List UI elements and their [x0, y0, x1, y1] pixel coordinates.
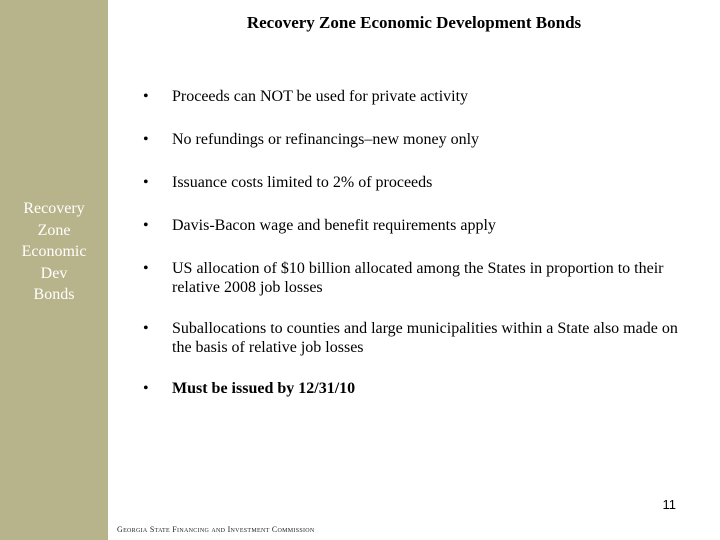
slide-title: Recovery Zone Economic Development Bonds	[246, 13, 582, 32]
bullet-item-davis-bacon	[143, 216, 688, 235]
bullet-icon: •	[143, 320, 149, 337]
bullet-text: Issuance costs limited to 2% of proceeds	[172, 174, 433, 191]
sidebar-title-line: Bonds	[33, 286, 75, 303]
bullet-text: Must be issued by 12/31/10	[172, 380, 356, 397]
bullet-text: Davis-Bacon wage and benefit requirements apply	[172, 217, 496, 234]
bullet-icon: •	[143, 131, 149, 148]
bullet-item-private-activity	[143, 87, 688, 106]
bullet-icon: •	[143, 174, 149, 191]
bullet-text: No refundings or refinancings–new money only	[172, 131, 480, 148]
bullet-text: US allocation of $10 billion allocated among the States in proportion to their relative 2008 job losses	[172, 260, 664, 296]
bullet-item-suballocations	[143, 319, 688, 357]
bullet-text: Proceeds can NOT be used for private activity	[172, 88, 469, 105]
page-number: 11	[662, 497, 676, 512]
bullet-icon: •	[143, 88, 149, 105]
bullet-icon: •	[143, 217, 149, 234]
bullet-item-issuance-costs	[143, 173, 688, 192]
sidebar-title-line: Recovery	[23, 200, 85, 217]
bullet-text: Suballocations to counties and large municipalities within a State also made on the basis of relative job losses	[172, 320, 678, 356]
bullet-icon: •	[143, 380, 149, 397]
sidebar-title-line: Dev	[40, 264, 68, 282]
sidebar-title-line: Zone	[37, 221, 71, 239]
bullet-item-us-allocation	[143, 259, 688, 297]
footer-organization: Georgia State Financing and Investment Commission	[117, 525, 315, 534]
sidebar-panel	[0, 0, 108, 540]
sidebar-title	[0, 198, 108, 306]
bullet-icon: •	[143, 260, 149, 277]
sidebar-title-line: Economic	[21, 243, 87, 260]
bullet-item-issue-deadline	[143, 379, 688, 398]
bullet-item-refundings	[143, 130, 688, 149]
